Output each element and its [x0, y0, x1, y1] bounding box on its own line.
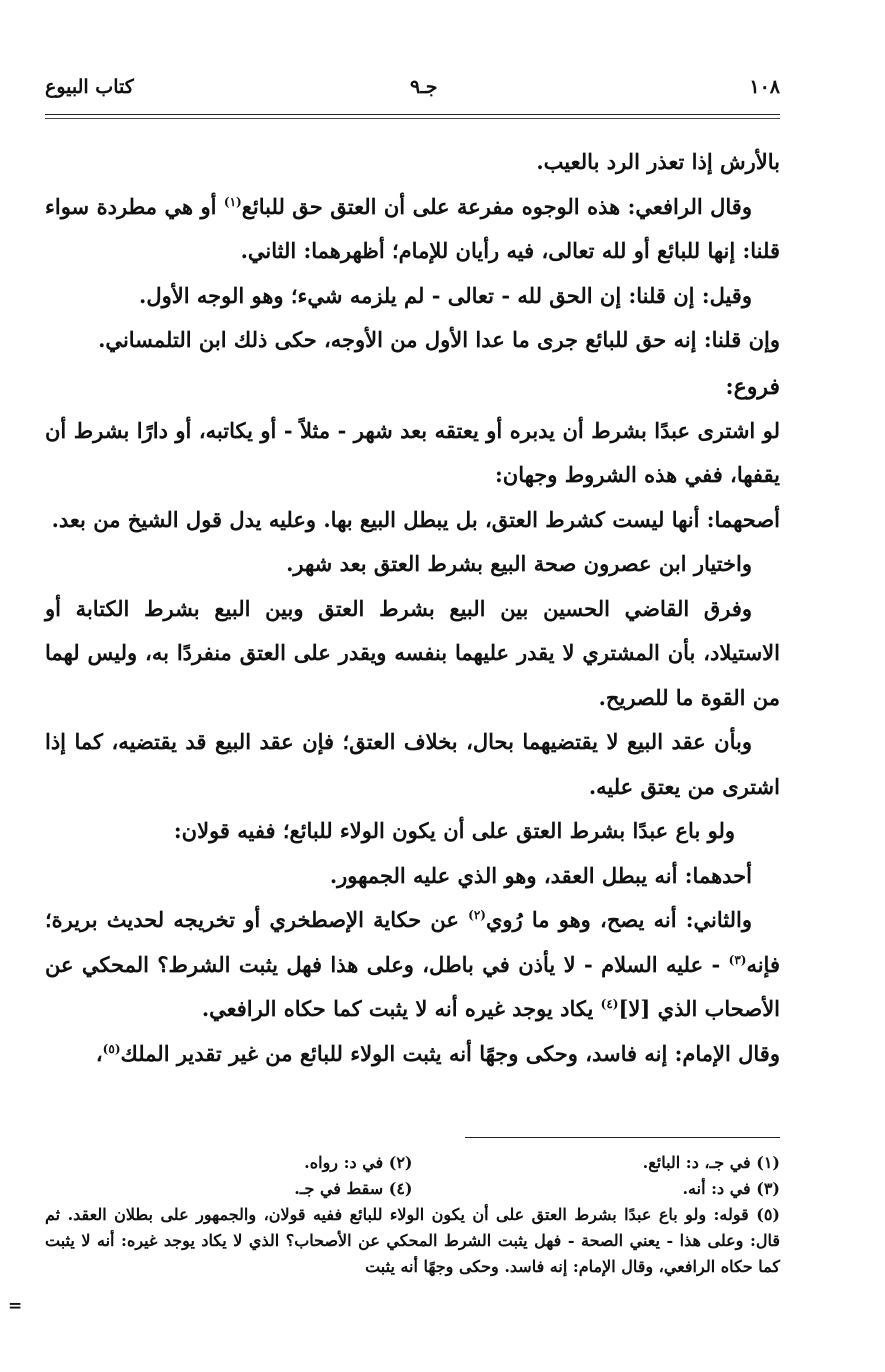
book-title: كتاب البيوع	[45, 76, 134, 98]
section-heading: فروع:	[725, 373, 780, 400]
paragraph: بالأرش إذا تعذر الرد بالعيب.	[536, 149, 780, 174]
footnote-ref: (٣)	[728, 952, 747, 967]
main-text	[45, 140, 780, 1076]
footnote-ref: (١)	[223, 194, 242, 209]
continuation-mark: =	[8, 1296, 23, 1316]
footnote: (١) في جـ، د: البائع.	[642, 1153, 780, 1172]
paragraph: أحدهما: أنه يبطل العقد، وهو الذي عليه الجمهور.	[329, 862, 752, 888]
header-rule-thin	[45, 118, 780, 119]
header-rule	[45, 114, 780, 115]
running-header	[45, 76, 780, 112]
footnote-ref: (٢)	[468, 908, 486, 922]
volume-label: جـ٩	[410, 76, 438, 98]
paragraph: وقال الرافعي: هذه الوجوه مفرعة على أن العتق حق للبائع$^{(١)}$ أو هي مطردة سواء قلنا: إنها للبائع أو لله تعالى، فيه رأيان للإمام؛ أظهرهما: الثاني.	[45, 193, 780, 263]
paragraph: ولو باع عبدًا بشرط العتق على أن يكون الولاء للبائع؛ ففيه قولان:	[173, 818, 735, 843]
paragraph: واختيار ابن عصرون صحة البيع بشرط العتق بعد شهر.	[286, 551, 752, 576]
paragraph: وقال الإمام: إنه فاسد، وحكى وجهًا أنه يثبت الولاء للبائع من غير تقدير الملك$^{(٥)}$،	[95, 1040, 780, 1066]
paragraph: وفرق القاضي الحسين بين البيع بشرط العتق وبين البيع بشرط الكتابة أو الاستيلاد، بأن المشتري لا يقدر عليهما بنفسه ويقدر على العتق منفردًا به، وليس لهما من القوة ما للصريح.	[45, 595, 780, 710]
footnote-rule	[465, 1137, 780, 1138]
footnote: (٣) في د: أنه.	[682, 1179, 780, 1198]
paragraph: لو اشترى عبدًا بشرط أن يدبره أو يعتقه بعد شهر - مثلاً - أو يكاتبه، أو دارًا بشرط أن يقفها، ففي هذه الشروط وجهان:	[45, 417, 780, 487]
footnote: (٢) في د: رواه.	[304, 1153, 413, 1172]
footnote: (٥) قوله: ولو باع عبدًا بشرط العتق على أن يكون الولاء للبائع ففيه قولان، والجمهور على بطلان العقد. ثم قال: وعلى هذا - يعني الصحة - فهل يثبت الشرط المحكي عن الأصحاب؟ الذي لا يكاد يوجد غيره: أنه لا يثبت كما حكاه الرافعي، وقال الإمام: إنه فاسد. وحكى وجهًا أنه يثبت	[45, 1205, 780, 1276]
paragraph: أصحهما: أنها ليست كشرط العتق، بل يبطل البيع بها. وعليه يدل قول الشيخ من بعد.	[51, 506, 780, 532]
page-number: ١٠٨	[749, 76, 780, 98]
footnote-ref: (٥)	[102, 1041, 121, 1056]
footnotes	[45, 1150, 780, 1280]
paragraph: وإن قلنا: إنه حق للبائع جرى ما عدا الأول من الأوجه، حكى ذلك ابن التلمساني.	[98, 327, 780, 352]
footnote-ref: (٤)	[600, 997, 619, 1011]
paragraph: والثاني: أنه يصح، وهو ما رُوي$^{(٢)}$ عن حكاية الإصطخري أو تخريجه لحديث بريرة؛ فإنه$^{(٣)}$ - عليه السلام - لا يأذن في باطل، وعلى هذا فهل يثبت الشرط؟ المحكي عن الأصحاب الذي [لا]$^{(٤)}$ يكاد يوجد غيره أنه لا يثبت كما حكاه الرافعي.	[45, 907, 780, 1021]
paragraph: وبأن عقد البيع لا يقتضيهما بحال، بخلاف العتق؛ فإن عقد البيع قد يقتضيه، كما إذا اشترى من يعتق عليه.	[45, 729, 780, 799]
footnote: (٤) سقط في جـ.	[294, 1179, 413, 1198]
paragraph: وقيل: إن قلنا: إن الحق لله - تعالى - لم يلزمه شيء؛ وهو الوجه الأول.	[139, 282, 752, 308]
